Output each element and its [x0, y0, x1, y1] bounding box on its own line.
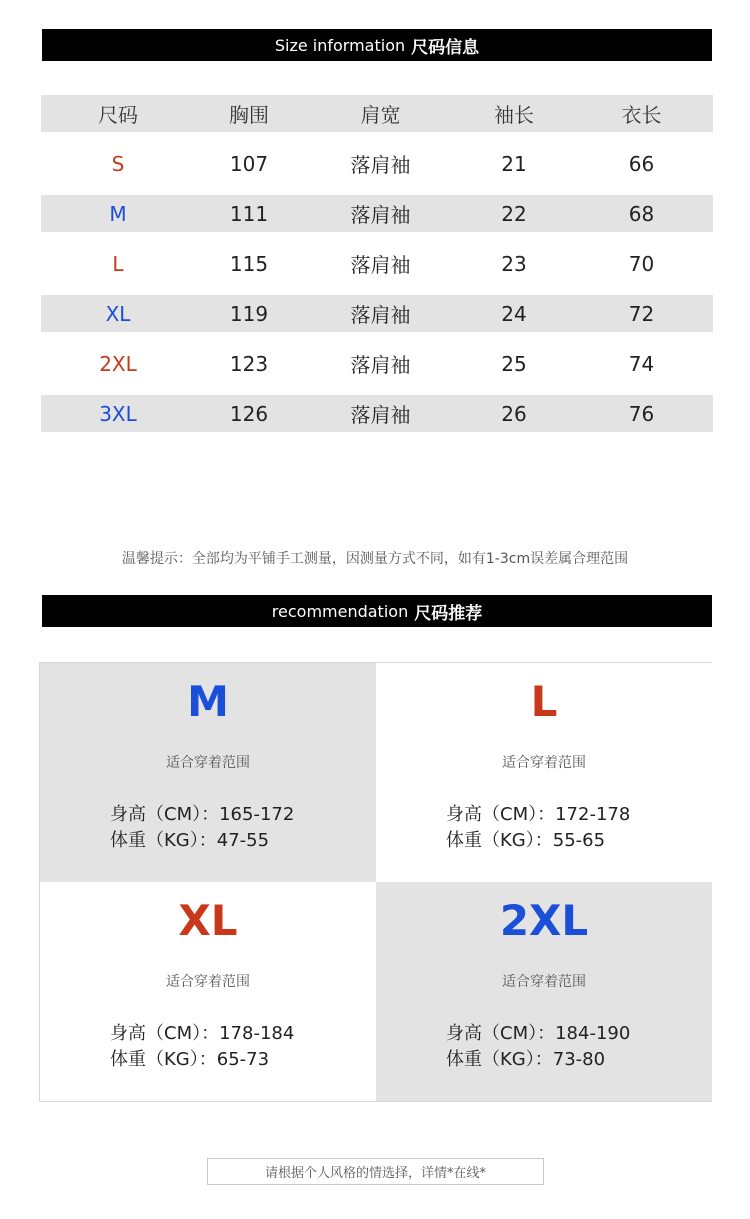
card-caption: 适合穿着范围 — [166, 755, 250, 771]
header-chest: 胸围 — [229, 103, 269, 127]
row-size: S — [111, 151, 125, 176]
card-caption: 适合穿着范围 — [502, 755, 586, 771]
row-chest: 111 — [229, 201, 269, 226]
card-height-range: 身高（CM）：178-184 — [110, 1023, 295, 1044]
header-size: 尺码 — [98, 103, 138, 127]
recommend-card-m — [40, 663, 376, 882]
card-weight-range: 体重（KG）：73-80 — [446, 1049, 606, 1070]
row-size: XL — [105, 301, 131, 326]
card-caption: 适合穿着范围 — [502, 974, 586, 990]
row-size: L — [112, 251, 124, 276]
recommendation-grid — [39, 662, 712, 1102]
card-height-range: 身高（CM）：184-190 — [446, 1023, 631, 1044]
row-chest: 123 — [229, 351, 269, 376]
row-sleeve: 26 — [501, 401, 527, 426]
footer-note-text: 请根据个人风格的情选择，详情*在线* — [264, 1166, 486, 1181]
row-shoulder: 落肩袖 — [350, 253, 411, 277]
row-size: 3XL — [99, 401, 137, 426]
size-info-banner — [42, 29, 712, 61]
card-size: XL — [178, 896, 238, 945]
table-row — [41, 195, 713, 232]
size-info-title-en: Size information — [274, 35, 406, 55]
recommendation-title-zh: 尺码推荐 — [414, 603, 483, 624]
card-height-range: 身高（CM）：165-172 — [110, 804, 295, 825]
row-chest: 107 — [229, 151, 269, 176]
header-sleeve: 袖长 — [494, 103, 534, 127]
row-size: 2XL — [99, 351, 137, 376]
card-size: 2XL — [499, 896, 589, 945]
row-chest: 126 — [229, 401, 269, 426]
row-sleeve: 22 — [501, 201, 527, 226]
recommendation-banner — [42, 595, 712, 627]
card-weight-range: 体重（KG）：65-73 — [110, 1049, 270, 1070]
row-sleeve: 25 — [501, 351, 527, 376]
table-row — [41, 395, 713, 432]
header-length: 衣长 — [621, 103, 662, 127]
card-height-range: 身高（CM）：172-178 — [446, 804, 631, 825]
card-size: L — [530, 677, 558, 726]
size-table-header — [41, 95, 713, 132]
row-sleeve: 24 — [501, 301, 527, 326]
row-chest: 119 — [229, 301, 269, 326]
row-sleeve: 21 — [501, 151, 527, 176]
row-chest: 115 — [229, 251, 269, 276]
row-length: 70 — [628, 251, 655, 276]
table-row — [41, 295, 713, 332]
row-size: M — [109, 201, 127, 226]
row-shoulder: 落肩袖 — [350, 403, 411, 427]
row-shoulder: 落肩袖 — [350, 153, 411, 177]
recommend-card-l — [376, 663, 712, 882]
table-row — [41, 232, 713, 295]
size-table — [41, 95, 713, 432]
row-shoulder: 落肩袖 — [350, 353, 411, 377]
row-length: 76 — [628, 401, 655, 426]
table-row — [41, 332, 713, 395]
recommend-card-xl — [40, 882, 376, 1101]
card-size: M — [187, 677, 229, 726]
row-length: 72 — [628, 301, 655, 326]
table-row — [41, 132, 713, 195]
card-weight-range: 体重（KG）：47-55 — [110, 830, 270, 851]
size-info-title-zh: 尺码信息 — [411, 37, 480, 58]
recommendation-title-en: recommendation — [271, 601, 409, 621]
row-sleeve: 23 — [501, 251, 527, 276]
header-shoulder: 肩宽 — [360, 103, 401, 127]
row-length: 68 — [628, 201, 655, 226]
recommend-card-2xl — [376, 882, 712, 1101]
card-weight-range: 体重（KG）：55-65 — [446, 830, 606, 851]
footer-note — [207, 1158, 544, 1185]
card-caption: 适合穿着范围 — [166, 974, 250, 990]
row-length: 74 — [628, 351, 655, 376]
row-length: 66 — [628, 151, 655, 176]
measurement-note: 温馨提示：全部均为平铺手工测量，因测量方式不同，如有1-3cm误差属合理范围 — [121, 551, 629, 567]
row-shoulder: 落肩袖 — [350, 303, 411, 327]
row-shoulder: 落肩袖 — [350, 203, 411, 227]
